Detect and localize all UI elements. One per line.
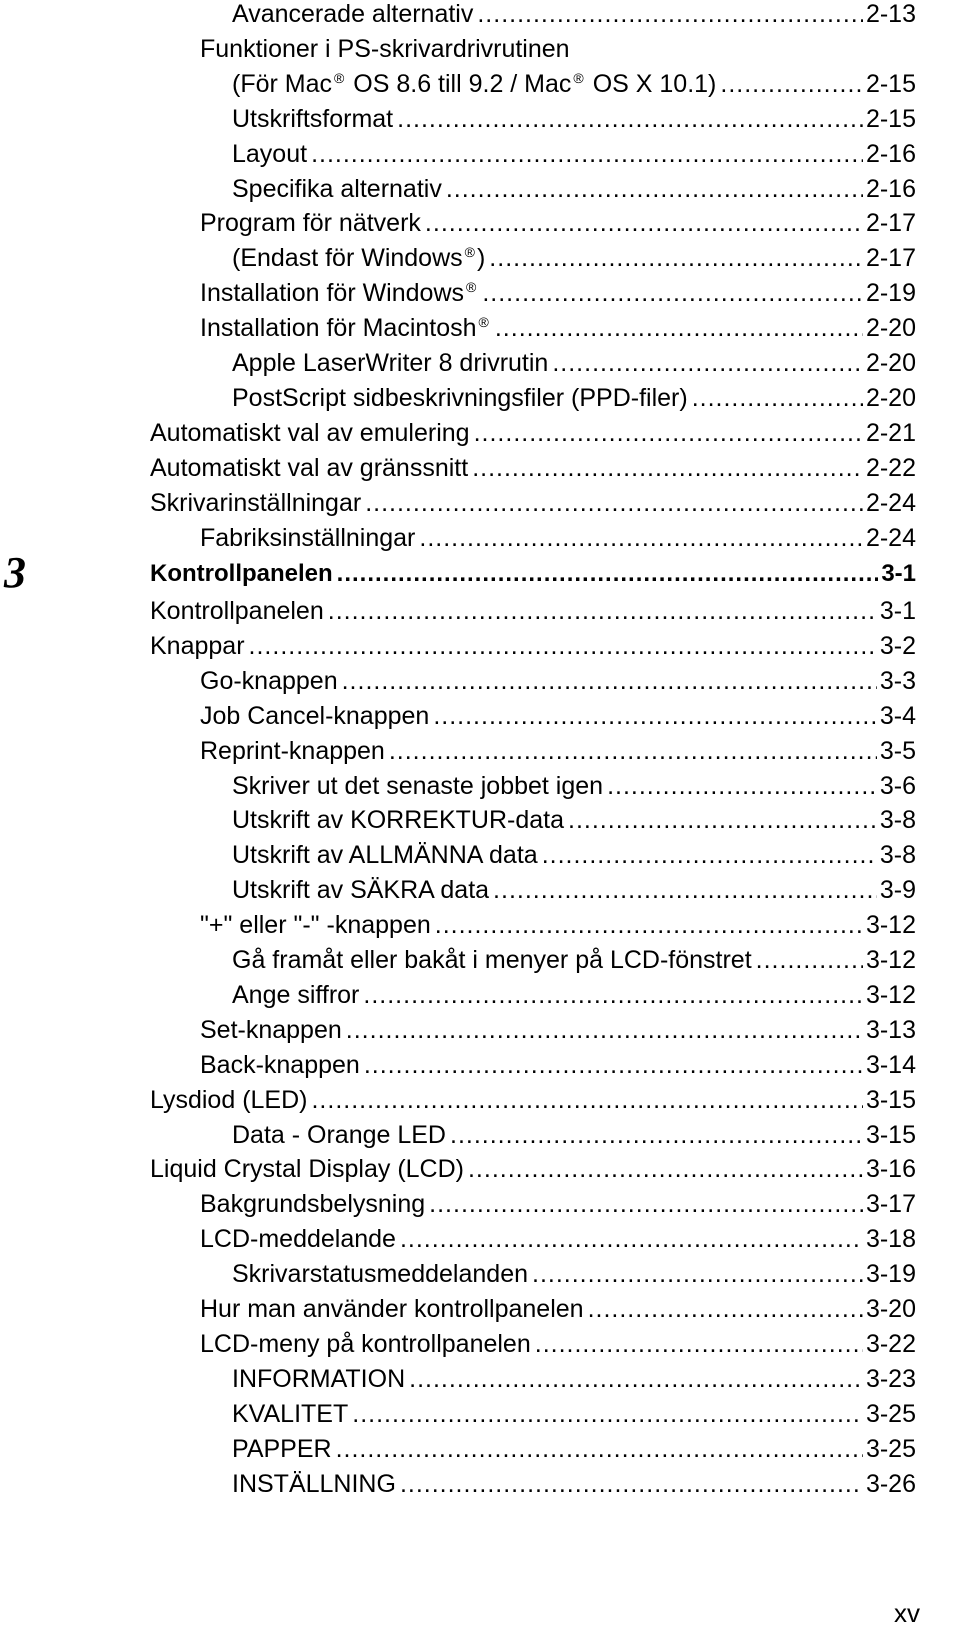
toc-entry-label: Job Cancel-knappen: [200, 702, 430, 730]
toc-entry-label: Go-knappen: [200, 667, 338, 695]
toc-entry-label: [232, 241, 485, 275]
toc-entry-label: LCD-meny på kontrollpanelen: [200, 1330, 531, 1358]
toc-entry[interactable]: [200, 311, 916, 345]
toc-entry-label: Back-knappen: [200, 1051, 360, 1079]
dot-leader: [474, 416, 863, 450]
dot-leader: [482, 276, 863, 310]
toc-entry[interactable]: [200, 1048, 916, 1082]
toc-entry-page: 3-15: [865, 1086, 916, 1114]
chapter-heading[interactable]: [150, 556, 916, 592]
dot-leader: [389, 734, 877, 768]
toc-entry-page: 2-17: [865, 209, 916, 237]
dot-leader: [720, 67, 863, 101]
dot-leader: [568, 803, 877, 837]
toc-entry[interactable]: [232, 1432, 916, 1466]
dot-leader: [400, 1222, 863, 1256]
registered-mark: ®: [334, 69, 345, 86]
dot-leader: [552, 346, 863, 380]
toc-entry-page: 3-9: [879, 876, 916, 904]
toc-entry[interactable]: [232, 873, 916, 907]
chapter-page: 3-1: [881, 560, 916, 587]
toc-entry-page: 3-8: [879, 841, 916, 869]
toc-entry-page: 3-8: [879, 806, 916, 834]
dot-leader: [435, 908, 863, 942]
toc-entry-page: 2-17: [865, 244, 916, 272]
toc-entry[interactable]: [200, 1292, 916, 1326]
toc-entry[interactable]: [150, 1152, 916, 1186]
toc-entry-label-part: (För Mac: [232, 70, 332, 98]
toc-entry-page: 2-13: [865, 0, 916, 28]
toc-entry-page: 2-20: [865, 349, 916, 377]
toc-entry[interactable]: [232, 1257, 916, 1291]
toc-entry[interactable]: [232, 1362, 916, 1396]
toc-entry-page: 2-24: [865, 489, 916, 517]
dot-leader: [311, 1083, 862, 1117]
toc-entry[interactable]: [232, 172, 916, 206]
dot-leader: [311, 137, 863, 171]
registered-mark: ®: [573, 69, 584, 86]
toc-entry[interactable]: [200, 521, 916, 555]
toc-entry-label: Utskrift av SÄKRA data: [232, 876, 490, 904]
toc-entry-label: "+" eller "-" -knappen: [200, 911, 431, 939]
dot-leader: [489, 241, 863, 275]
toc-entry-label: Utskrift av ALLMÄNNA data: [232, 841, 538, 869]
dot-leader: [249, 629, 877, 663]
toc-entry-label: Bakgrundsbelysning: [200, 1190, 426, 1218]
toc-entry-label-part: OS X 10.1): [585, 70, 717, 98]
toc-entry-label: [232, 67, 716, 101]
toc-entry[interactable]: [200, 1187, 916, 1221]
toc-entry[interactable]: [200, 206, 916, 240]
toc-entry[interactable]: [232, 1118, 916, 1152]
toc-entry-page: 2-21: [865, 419, 916, 447]
toc-entry-label: Avancerade alternativ: [232, 0, 474, 28]
toc-entry[interactable]: [232, 769, 916, 803]
toc-entry[interactable]: [232, 803, 916, 837]
dot-leader: [364, 1048, 863, 1082]
toc-entry-label: Ange siffror: [232, 981, 360, 1009]
toc-entry-label: Knappar: [150, 632, 245, 660]
toc-entry-page: 2-16: [865, 140, 916, 168]
toc-entry[interactable]: [232, 838, 916, 872]
toc-entry[interactable]: [200, 1013, 916, 1047]
toc-entry[interactable]: [150, 416, 916, 450]
toc-entry-page: 3-19: [865, 1260, 916, 1288]
chapter-title: Kontrollpanelen: [150, 560, 333, 587]
toc-entry-page: 3-12: [865, 981, 916, 1009]
toc-entry-label: Lysdiod (LED): [150, 1086, 308, 1114]
toc-entry-page: 3-14: [865, 1051, 916, 1079]
toc-entry[interactable]: [232, 241, 916, 275]
dot-leader: [468, 1152, 863, 1186]
dot-leader: [346, 1013, 863, 1047]
toc-entry-label-part: ): [476, 244, 486, 272]
toc-entry[interactable]: [232, 0, 916, 31]
toc-entry-label: Liquid Crystal Display (LCD): [150, 1155, 464, 1183]
toc-entry-label: Data - Orange LED: [232, 1121, 446, 1149]
dot-leader: [532, 1257, 863, 1291]
dot-leader: [495, 311, 863, 345]
toc-entry-label: [200, 276, 478, 310]
registered-mark: ®: [464, 243, 475, 260]
toc-entry-label: Automatiskt val av gränssnitt: [150, 454, 469, 482]
toc-entry-label: Fabriksinställningar: [200, 524, 416, 552]
toc-entry[interactable]: [232, 346, 916, 380]
toc-entry-page: 3-12: [865, 911, 916, 939]
toc-entry[interactable]: [150, 1083, 916, 1117]
dot-leader: [397, 102, 863, 136]
toc-entry-page: 3-18: [865, 1225, 916, 1253]
toc-entry-page: 2-15: [865, 70, 916, 98]
toc-entry-label: Skrivarinställningar: [150, 489, 362, 517]
toc-entry-page: 2-20: [865, 384, 916, 412]
toc-entry-label: INSTÄLLNING: [232, 1470, 396, 1498]
toc-entry-label-part: OS 8.6 till 9.2 / Mac: [346, 70, 572, 98]
toc-entry-page: 3-5: [879, 737, 916, 765]
toc-entry-label: Specifika alternativ: [232, 175, 442, 203]
toc-entry-page: 3-25: [865, 1400, 916, 1428]
toc-entry-page: 2-24: [865, 524, 916, 552]
toc-entry-page: 3-4: [879, 702, 916, 730]
toc-entry[interactable]: [200, 1327, 916, 1361]
toc-entry[interactable]: [150, 486, 916, 520]
dot-leader: [607, 769, 877, 803]
toc-entry-page: 3-16: [865, 1155, 916, 1183]
toc-entry-label: Hur man använder kontrollpanelen: [200, 1295, 584, 1323]
toc-entry-page: 2-20: [865, 314, 916, 342]
toc-entry-label: INFORMATION: [232, 1365, 406, 1393]
toc-entry-label-part: Installation för Macintosh: [200, 314, 477, 342]
dot-leader: [472, 451, 863, 485]
dot-leader: [425, 206, 863, 240]
toc-entry-label-part: Installation för Windows: [200, 279, 465, 307]
toc-entry-label: Apple LaserWriter 8 drivrutin: [232, 349, 549, 377]
toc-entry-page: 3-20: [865, 1295, 916, 1323]
toc-entry-page: 3-1: [879, 597, 916, 625]
toc-entry-label: LCD-meddelande: [200, 1225, 396, 1253]
registered-mark: ®: [478, 313, 489, 330]
toc-entry-page: 3-25: [865, 1435, 916, 1463]
toc-entry-page: 3-13: [865, 1016, 916, 1044]
toc-entry-label: PostScript sidbeskrivningsfiler (PPD-filer): [232, 384, 688, 412]
toc-entry-label: [200, 311, 491, 345]
toc-entry[interactable]: [232, 943, 916, 977]
dot-leader: [337, 560, 879, 588]
dot-leader: [336, 1432, 863, 1466]
dot-leader: [419, 521, 863, 555]
dot-leader: [692, 381, 863, 415]
dot-leader: [493, 873, 877, 907]
toc-entry-page: 2-15: [865, 105, 916, 133]
toc-entry-page: 2-19: [865, 279, 916, 307]
toc-entry-label: Reprint-knappen: [200, 737, 385, 765]
dot-leader: [446, 172, 863, 206]
dot-leader: [363, 978, 863, 1012]
dot-leader: [342, 664, 877, 698]
toc-entry[interactable]: [232, 381, 916, 415]
toc-entry[interactable]: [150, 594, 916, 628]
dot-leader: [542, 838, 877, 872]
toc-entry-label: Set-knappen: [200, 1016, 342, 1044]
dot-leader: [409, 1362, 863, 1396]
dot-leader: [433, 699, 877, 733]
toc-entry-page: 3-26: [865, 1470, 916, 1498]
chapter-number: 3: [4, 548, 26, 597]
registered-mark: ®: [466, 278, 477, 295]
toc-entry-page: 3-15: [865, 1121, 916, 1149]
toc-entry-page: 3-6: [879, 772, 916, 800]
toc-entry-label: Automatiskt val av emulering: [150, 419, 470, 447]
toc-entry-label: PAPPER: [232, 1435, 332, 1463]
toc-entry-label: KVALITET: [232, 1400, 349, 1428]
toc-entry-page: 3-12: [865, 946, 916, 974]
toc-entry-page: 3-17: [865, 1190, 916, 1218]
toc-entry-label: Utskriftsformat: [232, 105, 394, 133]
toc-entry-label: Utskrift av KORREKTUR-data: [232, 806, 565, 834]
toc-entry[interactable]: [150, 629, 916, 663]
toc-entry[interactable]: [232, 67, 916, 101]
page-folio: xv: [894, 1598, 920, 1628]
toc-entry[interactable]: [200, 1222, 916, 1256]
toc-entry-page: 3-23: [865, 1365, 916, 1393]
dot-leader: [756, 943, 863, 977]
dot-leader: [365, 486, 863, 520]
dot-leader: [477, 0, 863, 31]
toc-entry-label: Program för nätverk: [200, 209, 421, 237]
dot-leader: [328, 594, 877, 628]
toc-entry-label: Funktioner i PS-skrivardrivrutinen: [200, 35, 570, 63]
toc-entry-label: Skrivarstatusmeddelanden: [232, 1260, 528, 1288]
toc-entry[interactable]: [200, 32, 916, 66]
dot-leader: [588, 1292, 863, 1326]
toc-entry[interactable]: [232, 978, 916, 1012]
toc-entry-label: Skriver ut det senaste jobbet igen: [232, 772, 604, 800]
toc-entry-label: Gå framåt eller bakåt i menyer på LCD-fönstret: [232, 946, 752, 974]
toc-entry[interactable]: [150, 451, 916, 485]
toc-entry[interactable]: [200, 734, 916, 768]
toc-entry-label: Layout: [232, 140, 308, 168]
toc-entry[interactable]: [200, 908, 916, 942]
toc-entry-label-part: (Endast för Windows: [232, 244, 463, 272]
toc-entry[interactable]: [200, 699, 916, 733]
toc-entry-page: 2-22: [865, 454, 916, 482]
toc-entry[interactable]: [232, 137, 916, 171]
toc-entry-page: 3-2: [879, 632, 916, 660]
toc-entry-page: 3-3: [879, 667, 916, 695]
dot-leader: [450, 1118, 863, 1152]
dot-leader: [400, 1467, 863, 1501]
toc-entry[interactable]: [232, 102, 916, 136]
toc-entry[interactable]: [232, 1467, 916, 1501]
dot-leader: [352, 1397, 863, 1431]
toc-entry[interactable]: [200, 276, 916, 310]
toc-entry[interactable]: [200, 664, 916, 698]
toc-entry-label: Kontrollpanelen: [150, 597, 324, 625]
toc-entry-page: 2-16: [865, 175, 916, 203]
dot-leader: [429, 1187, 863, 1221]
toc-entry-page: 3-22: [865, 1330, 916, 1358]
dot-leader: [535, 1327, 863, 1361]
toc-entry[interactable]: [232, 1397, 916, 1431]
